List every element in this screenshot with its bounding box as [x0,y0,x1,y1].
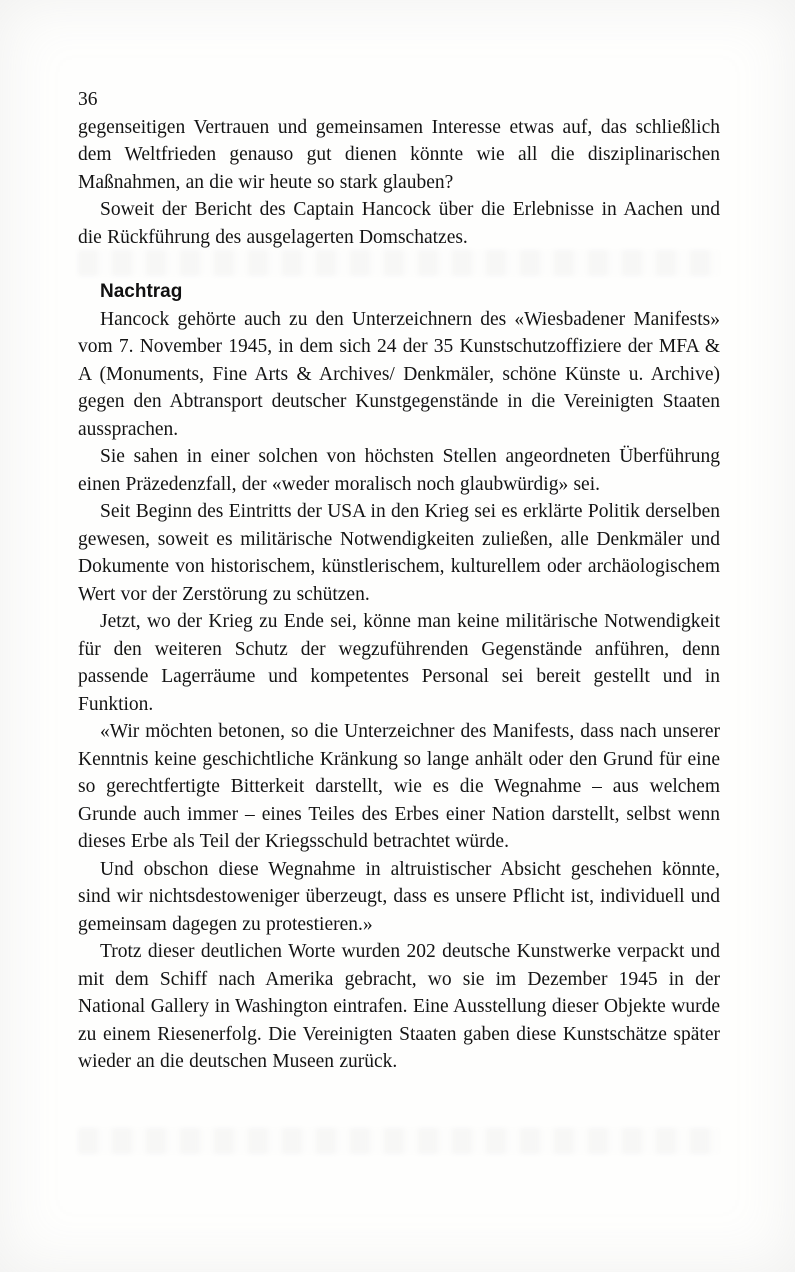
section-heading: Nachtrag [100,281,183,302]
paragraph: Jetzt, wo der Krieg zu Ende sei, könne man keine militärische Notwendigkeit für den weiteren Schutz der wegzuführenden Gegenstände anführen, denn passende Lagerräume und kompetentes Personal sei bereit gestellt und in Funktion. [78,611,720,715]
scan-bleed-artifact [78,1128,720,1154]
text-block [78,86,720,1076]
paragraph: «Wir möchten betonen, so die Unterzeichner des Manifests, dass nach unserer Kenntnis keine geschichtliche Kränkung so lange anhält oder den Grund für eine so gerechtfertigte Bitterkeit darstellt, wie es die Wegnahme – aus welchem Grunde auch immer – eines Teiles des Erbes einer Nation darstellt, selbst wenn dieses Erbe als Teil der Kriegsschuld betrachtet würde. [78,721,720,852]
paragraph: Seit Beginn des Eintritts der USA in den Krieg sei es erklärte Politik derselben gewesen, soweit es militärische Notwendigkeiten zuließen, alle Denkmäler und Dokumente von historischem, künstlerischem, kulturellem oder archäologischem Wert vor der Zerstörung zu schützen. [78,501,720,605]
page-content [78,114,720,1076]
paragraph: Soweit der Bericht des Captain Hancock über die Erlebnisse in Aachen und die Rückführung des ausgelagerten Domschatzes. [78,199,720,248]
paragraph: Und obschon diese Wegnahme in altruistischer Absicht geschehen könnte, sind wir nichtsdestoweniger überzeugt, dass es unsere Pflicht ist, individuell und gemeinsam dagegen zu protestieren.» [78,858,720,935]
paragraph: Trotz dieser deutlichen Worte wurden 202 deutsche Kunstwerke verpackt und mit dem Schiff nach Amerika gebracht, wo sie im Dezember 1945 in der National Gallery in Washington eintrafen. Eine Ausstellung dieser Objekte wurde zu einem Riesenerfolg. Die Vereinigten Staaten gaben diese Kunstschätze später wieder an die deutschen Museen zurück. [78,941,720,1072]
paragraph: Sie sahen in einer solchen von höchsten Stellen angeordneten Überführung einen Präzedenzfall, der «weder moralisch noch glaubwürdig» sei. [78,446,720,495]
paragraph: Hancock gehörte auch zu den Unterzeichnern des «Wiesbadener Manifests» vom 7. November 1945, in dem sich 24 der 35 Kunstschutzoffiziere der MFA & A (Monuments, Fine Arts & Archives/ Denkmäler, schöne Künste u. Archive) gegen den Abtransport deutscher Kunstgegenstände in die Vereinigten Staaten aussprachen. [78,308,720,440]
paragraph: gegenseitigen Vertrauen und gemeinsamen Interesse etwas auf, das schließlich dem Weltfrieden genauso gut dienen könnte wie all die disziplinarischen Maßnahmen, an die wir heute so stark glauben? [78,116,720,193]
page-number: 36 [78,89,98,110]
